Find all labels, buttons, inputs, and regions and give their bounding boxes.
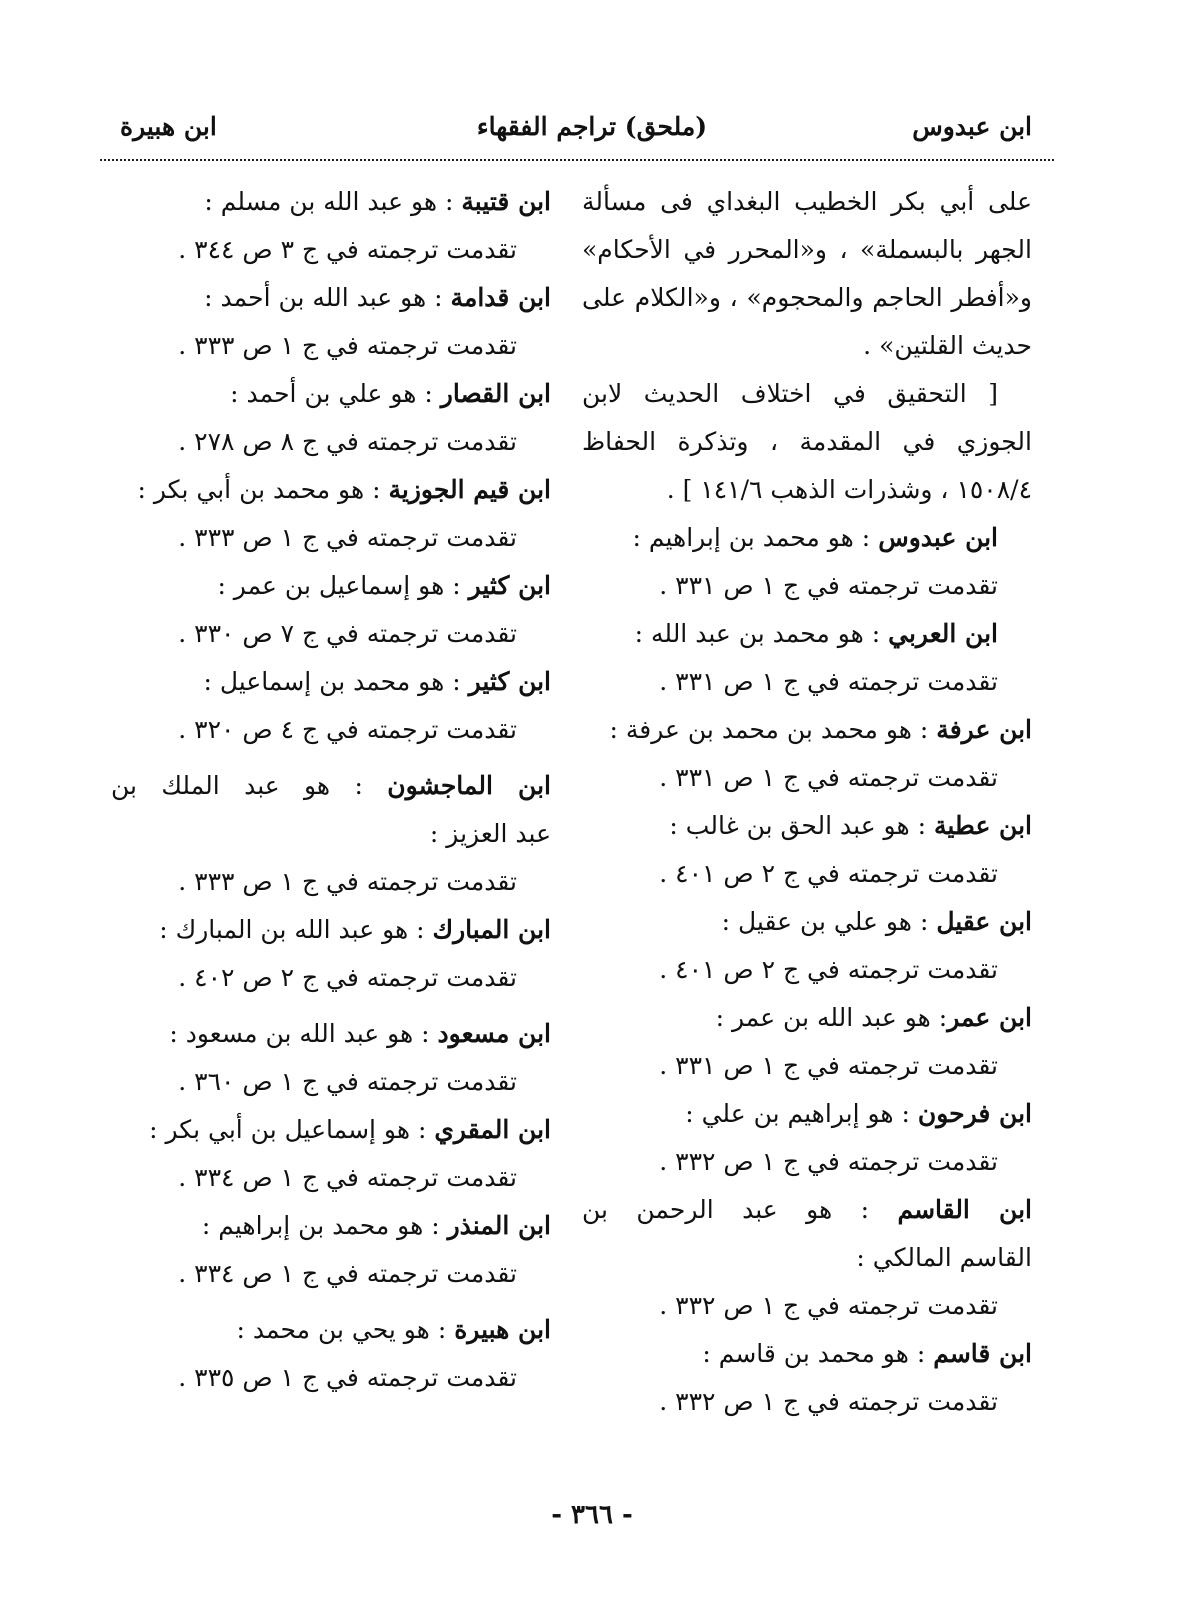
line-text: القاسم المالكي :: [856, 1243, 1032, 1272]
line-text: تقدمت ترجمته في ج ١ ص ٣٣١ .: [659, 571, 998, 600]
entry-name: ابن عقيل: [936, 907, 1032, 936]
text-line: [111, 1354, 551, 1402]
page-number: - ٣٦٦ -: [551, 1500, 633, 1530]
entry-name: ابن المبارك: [432, 915, 551, 944]
entry-identity: : هو إسماعيل بن عمر :: [217, 571, 469, 600]
text-line: [582, 658, 1032, 706]
entry-identity: : هو محمد بن أبي بكر :: [137, 475, 389, 504]
text-line: [111, 954, 551, 1002]
entry-identity: : هو عبد الله بن أحمد :: [204, 283, 451, 312]
entry-name: ابن عرفة: [936, 715, 1032, 744]
line-text: الجهر بالبسملة» ، و«المحرر في الأحكام»: [582, 235, 1032, 264]
entry-identity: : هو يحي بن محمد :: [236, 1315, 455, 1344]
entry-identity: : هو عبد الله بن مسعود :: [169, 1019, 438, 1048]
line-text: تقدمت ترجمته في ج ٢ ص ٤٠١ .: [659, 859, 998, 888]
line-text: تقدمت ترجمته في ج ١ ص ٣٣٢ .: [659, 1387, 998, 1416]
line-text: تقدمت ترجمته في ج ٢ ص ٤٠١ .: [659, 955, 998, 984]
line-text: تقدمت ترجمته في ج ١ ص ٣٣١ .: [659, 763, 998, 792]
running-header-left: ابن هبيرة: [120, 112, 217, 141]
entry-identity: : هو علي بن أحمد :: [230, 379, 441, 408]
entry-name: ابن مسعود: [437, 1019, 551, 1048]
text-line: [582, 946, 1032, 994]
entry-heading-line: [111, 1202, 551, 1250]
text-line: [111, 226, 551, 274]
text-line: [111, 514, 551, 562]
entry-identity: : هو محمد بن عبد الله :: [634, 619, 889, 648]
entry-name: ابن المقري: [434, 1115, 551, 1144]
entry-name: ابن قدامة: [450, 283, 551, 312]
entry-name: ابن القصار: [440, 379, 551, 408]
entry-heading-line: [111, 1010, 551, 1058]
text-line: [111, 322, 551, 370]
entry-identity: : هو محمد بن إبراهيم :: [632, 523, 879, 552]
line-text: و«أفطر الحاجم والمحجوم» ، و«الكلام على: [582, 283, 1032, 312]
entry-name: ابن الماجشون: [387, 771, 551, 800]
text-line: [111, 1250, 551, 1298]
entry-name: ابن المنذر: [447, 1211, 551, 1240]
entry-name: ابن هبيرة: [454, 1315, 551, 1344]
text-line: [582, 322, 1032, 370]
entry-identity: : هو عبد الرحمن بن: [582, 1195, 898, 1224]
entry-name: ابن كثير: [468, 571, 551, 600]
line-text: تقدمت ترجمته في ج ١ ص ٣٣١ .: [659, 667, 998, 696]
text-line: [582, 850, 1032, 898]
entry-identity: : هو محمد بن إسماعيل :: [203, 667, 469, 696]
line-text: تقدمت ترجمته في ج ١ ص ٣٣٣ .: [178, 331, 517, 360]
line-text: تقدمت ترجمته في ج ١ ص ٣٣٢ .: [659, 1291, 998, 1320]
entry-heading-line: [111, 762, 551, 810]
text-line: [582, 1138, 1032, 1186]
entry-heading-line: [582, 514, 1032, 562]
entry-identity: : هو عبد الحق بن غالب :: [669, 811, 934, 840]
entry-heading-line: [582, 610, 1032, 658]
entry-name: ابن فرحون: [917, 1099, 1032, 1128]
line-text: تقدمت ترجمته في ج ١ ص ٣٣١ .: [659, 1051, 998, 1080]
entry-identity: : هو عبد الله بن المبارك :: [159, 915, 433, 944]
text-line: [111, 610, 551, 658]
entry-name: ابن قاسم: [933, 1339, 1032, 1368]
entry-heading-line: [111, 562, 551, 610]
entry-identity: : هو محمد بن محمد بن عرفة :: [609, 715, 937, 744]
text-line: [111, 810, 551, 858]
line-text: عبد العزيز :: [429, 819, 551, 848]
entry-heading-line: [111, 370, 551, 418]
running-header-right: ابن عبدوس: [912, 112, 1032, 141]
entry-identity: : هو عبد الملك بن: [111, 771, 388, 800]
text-line: [582, 1234, 1032, 1282]
line-text: ١٥٠٨/٤ ، وشذرات الذهب ١٤١/٦ ] .: [666, 475, 1032, 504]
text-line: [582, 466, 1032, 514]
entry-name: ابن القاسم: [897, 1195, 1032, 1224]
line-text: تقدمت ترجمته في ج ٢ ص ٤٠٢ .: [178, 963, 517, 992]
text-line: [582, 1378, 1032, 1426]
text-line: [582, 274, 1032, 322]
left-column: [111, 178, 551, 1402]
entry-heading-line: [111, 1106, 551, 1154]
text-line: [111, 1154, 551, 1202]
line-text: تقدمت ترجمته في ج ١ ص ٣٣٢ .: [659, 1147, 998, 1176]
entry-heading-line: [111, 906, 551, 954]
entry-heading-line: [582, 1186, 1032, 1234]
header-dotted-rule: [100, 159, 1054, 161]
text-line: [582, 370, 1032, 418]
text-line: [582, 418, 1032, 466]
entry-identity: : هو علي بن عقيل :: [721, 907, 937, 936]
entry-heading-line: [111, 658, 551, 706]
entry-heading-line: [111, 1306, 551, 1354]
entry-name: ابن كثير: [468, 667, 551, 696]
entry-heading-line: [582, 802, 1032, 850]
entry-name: ابن عمر: [947, 1003, 1032, 1032]
line-text: تقدمت ترجمته في ج ١ ص ٣٣٣ .: [178, 523, 517, 552]
text-line: [111, 858, 551, 906]
line-text: على أبي بكر الخطيب البغداي فى مسألة: [582, 187, 1032, 216]
line-text: تقدمت ترجمته في ج ٨ ص ٢٧٨ .: [178, 427, 517, 456]
line-text: تقدمت ترجمته في ج ٧ ص ٣٣٠ .: [178, 619, 517, 648]
text-line: [582, 1282, 1032, 1330]
entry-heading-line: [582, 1330, 1032, 1378]
entry-identity: : هو عبد الله بن عمر :: [715, 1003, 948, 1032]
entry-identity: : هو إسماعيل بن أبي بكر :: [149, 1115, 435, 1144]
text-line: [582, 562, 1032, 610]
line-text: تقدمت ترجمته في ج ٣ ص ٣٤٤ .: [178, 235, 517, 264]
entry-name: ابن قيم الجوزية: [388, 475, 551, 504]
line-text: تقدمت ترجمته في ج ١ ص ٣٦٠ .: [178, 1067, 517, 1096]
entry-name: ابن قتيبة: [461, 187, 551, 216]
line-text: تقدمت ترجمته في ج ١ ص ٣٣٣ .: [178, 867, 517, 896]
line-text: تقدمت ترجمته في ج ١ ص ٣٣٤ .: [178, 1163, 517, 1192]
right-column: [582, 178, 1032, 1426]
line-text: تقدمت ترجمته في ج ١ ص ٣٣٤ .: [178, 1259, 517, 1288]
text-line: [582, 178, 1032, 226]
text-line: [111, 418, 551, 466]
text-line: [111, 1058, 551, 1106]
entry-heading-line: [111, 274, 551, 322]
entry-identity: : هو إبراهيم بن علي :: [685, 1099, 918, 1128]
text-line: [111, 706, 551, 754]
entry-heading-line: [582, 1090, 1032, 1138]
entry-heading-line: [582, 706, 1032, 754]
entry-heading-line: [582, 994, 1032, 1042]
text-line: [582, 226, 1032, 274]
entry-heading-line: [111, 178, 551, 226]
entry-identity: : هو عبد الله بن مسلم :: [204, 187, 462, 216]
entry-identity: : هو محمد بن إبراهيم :: [201, 1211, 448, 1240]
entry-identity: : هو محمد بن قاسم :: [702, 1339, 934, 1368]
line-text: الجوزي في المقدمة ، وتذكرة الحفاظ: [582, 427, 1032, 456]
line-text: حديث القلتين» .: [863, 331, 1032, 360]
line-text: [ التحقيق في اختلاف الحديث لابن: [582, 379, 998, 408]
entry-heading-line: [111, 466, 551, 514]
text-line: [582, 754, 1032, 802]
line-text: تقدمت ترجمته في ج ١ ص ٣٣٥ .: [178, 1363, 517, 1392]
line-text: تقدمت ترجمته في ج ٤ ص ٣٢٠ .: [178, 715, 517, 744]
entry-name: ابن عبدوس: [878, 523, 998, 552]
text-line: [582, 1042, 1032, 1090]
entry-heading-line: [582, 898, 1032, 946]
running-header-title: (ملحق) تراجم الفقهاء: [476, 112, 708, 141]
entry-name: ابن العربي: [888, 619, 998, 648]
entry-name: ابن عطية: [933, 811, 1032, 840]
